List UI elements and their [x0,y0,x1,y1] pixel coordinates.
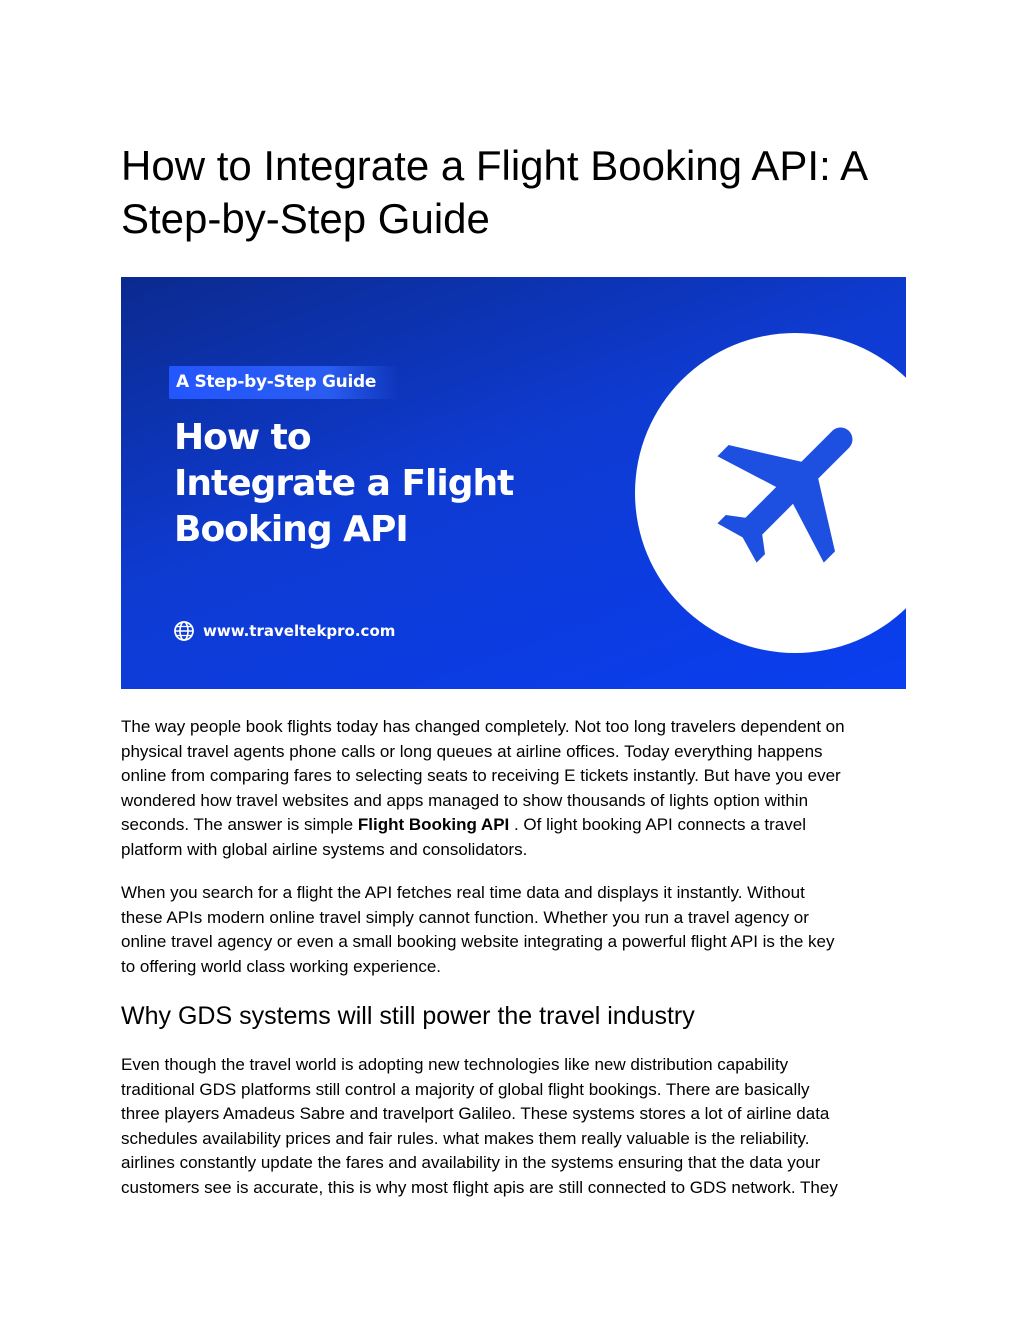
hero-headline-line-1: How to [174,417,311,458]
page-title [121,139,921,245]
hero-website [173,620,395,642]
flight-booking-api-term: Flight Booking API [357,815,510,834]
intro-line-6: platform with global airline systems and consolidators. [121,839,528,859]
hero-badge-label: A Step-by-Step Guide [176,372,377,392]
intro-line-5 [121,813,911,838]
globe-icon [173,620,195,642]
api-line-3: online travel agency or even a small booking website integrating a powerful flight API is the key [121,932,835,951]
intro-line-3: online from comparing fares to selecting seats to receiving E tickets instantly. But have you ever [121,766,841,785]
gds-line-5: airlines constantly update the fares and availability in the systems ensuring that the data your [121,1153,821,1172]
hero-banner-image [121,277,906,689]
api-line-1: When you search for a flight the API fetches real time data and displays it instantly. Without [121,883,805,902]
api-line-2: these APIs modern online travel simply cannot function. Whether you run a travel agency or [121,907,809,927]
intro-paragraph [121,715,911,862]
hero-website-url: www.traveltekpro.com [203,622,396,640]
gds-line-4: schedules availability prices and fair rules. what makes them really valuable is the reliability. [121,1128,810,1148]
intro-line-2: physical travel agents phone calls or long queues at airline offices. Today everything happens [121,741,823,761]
intro-line-5-rest: . Of light booking API connects a travel [509,815,806,834]
page-title-line-2: Step-by-Step Guide [121,195,490,242]
hero-headline-line-3: Booking API [174,509,408,550]
airplane-icon [698,392,888,587]
section-heading: Why GDS systems will still power the travel industry [121,1002,695,1030]
hero-headline [174,415,594,553]
intro-line-1: The way people book flights today has changed completely. Not too long travelers dependent on [121,717,845,736]
intro-line-4: wondered how travel websites and apps managed to show thousands of lights option within [121,790,809,810]
hero-badge [169,366,399,399]
gds-line-6: customers see is accurate, this is why most flight apis are still connected to GDS network. They [121,1177,838,1197]
api-paragraph [121,881,911,979]
gds-line-2: traditional GDS platforms still control a majority of global flight bookings. There are basically [121,1079,810,1099]
intro-line-5-text: seconds. The answer is simple [121,815,358,834]
hero-headline-line-2: Integrate a Flight [174,463,514,504]
gds-line-1: Even though the travel world is adopting new technologies like new distribution capability [121,1055,789,1074]
gds-line-3: three players Amadeus Sabre and travelport Galileo. These systems stores a lot of airline data [121,1104,830,1123]
page-title-line-1: How to Integrate a Flight Booking API: A [121,142,869,189]
gds-paragraph [121,1053,911,1200]
api-line-4: to offering world class working experience. [121,956,442,976]
